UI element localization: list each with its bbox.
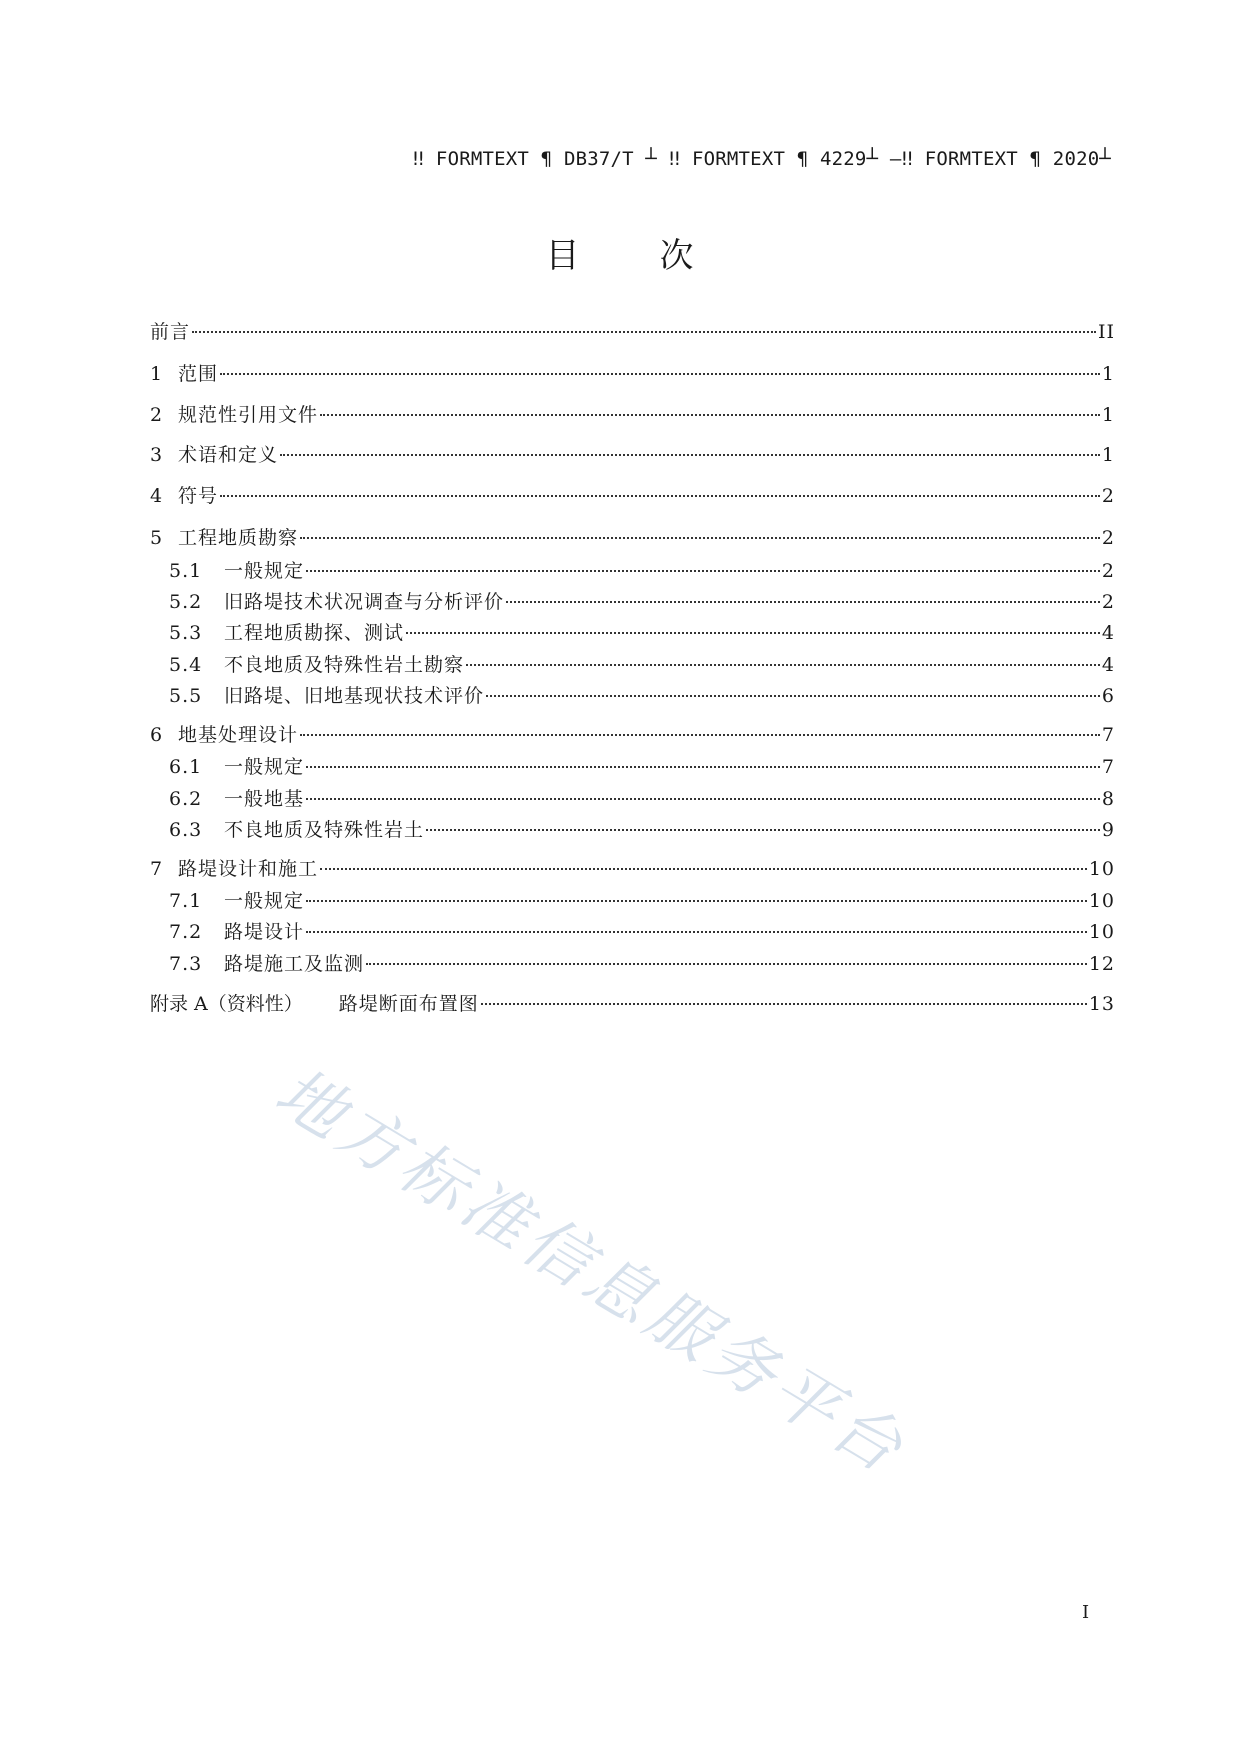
toc-entry-5-5[interactable] [169, 684, 1115, 708]
toc-entry-title: 路堤设计 [224, 921, 305, 943]
page-number: I [1082, 1602, 1090, 1623]
toc-entry-page: 1 [1101, 404, 1115, 426]
toc-leader-dots [506, 601, 1100, 603]
toc-entry-title: 不良地质及特殊性岩土 [224, 819, 425, 841]
toc-leader-dots [320, 414, 1100, 416]
toc-leader-dots [481, 1003, 1087, 1005]
toc-entry-number: 7.3 [169, 953, 203, 975]
toc-entry-number: 5.1 [169, 560, 203, 582]
toc-entry-number: 3 [150, 444, 163, 466]
toc-entry-number: 7.1 [169, 890, 203, 912]
toc-entry-number: 7.2 [169, 921, 203, 943]
toc-entry-number: 1 [150, 363, 163, 385]
toc-entry-title: 一般规定 [224, 890, 305, 912]
toc-entry-6[interactable] [150, 723, 1115, 747]
toc-leader-dots [306, 900, 1087, 902]
toc-entry-page: 12 [1088, 953, 1115, 975]
toc-leader-dots [192, 331, 1096, 333]
toc-entry-page: 7 [1101, 756, 1115, 778]
toc-entry-page: 10 [1088, 890, 1115, 912]
toc-entry-page: 6 [1101, 685, 1115, 707]
toc-entry-page: 2 [1101, 527, 1115, 549]
toc-entry-6-3[interactable] [169, 818, 1115, 842]
toc-entry-page: 7 [1101, 724, 1115, 746]
toc-entry-7-3[interactable] [169, 952, 1115, 976]
toc-entry-number: 5.5 [169, 685, 203, 707]
toc-entry-title: 范围 [178, 363, 219, 385]
toc-entry-page: 8 [1101, 788, 1115, 810]
toc-leader-dots [306, 798, 1100, 800]
toc-entry-page: 10 [1088, 921, 1115, 943]
toc-leader-dots [406, 632, 1100, 634]
toc-entry-title: 术语和定义 [178, 444, 279, 466]
title-char-1: 目 [545, 235, 582, 276]
toc-entry-6-1[interactable] [169, 755, 1115, 779]
toc-entry-title: 路堤设计和施工 [178, 858, 319, 880]
toc-entry-6-2[interactable] [169, 787, 1115, 811]
toc-entry-foreword[interactable] [150, 320, 1115, 344]
toc-leader-dots [300, 537, 1100, 539]
toc-entry-title: 不良地质及特殊性岩土勘察 [224, 654, 465, 676]
toc-leader-dots [320, 868, 1087, 870]
toc-entry-5-4[interactable] [169, 653, 1115, 677]
toc-entry-title: 工程地质勘探、测试 [224, 622, 405, 644]
toc-entry-2[interactable] [150, 403, 1115, 427]
title-char-2: 次 [659, 235, 696, 276]
toc-entry-page: 2 [1101, 591, 1115, 613]
toc-entry-7[interactable] [150, 857, 1115, 881]
toc-entry-title: 一般地基 [224, 788, 305, 810]
toc-entry-title: 工程地质勘察 [178, 527, 299, 549]
toc-entry-title: 路堤施工及监测 [224, 953, 365, 975]
toc-leader-dots [306, 766, 1100, 768]
toc-entry-annex-a[interactable] [150, 992, 1115, 1016]
toc-entry-5-1[interactable] [169, 559, 1115, 583]
toc-entry-number: 6 [150, 724, 163, 746]
toc-entry-title: 一般规定 [224, 756, 305, 778]
toc-leader-dots [220, 373, 1100, 375]
toc-entry-number: 4 [150, 485, 163, 507]
toc-leader-dots [306, 931, 1087, 933]
toc-entry-page: 4 [1101, 654, 1115, 676]
toc-entry-title: 地基处理设计 [178, 724, 299, 746]
toc-leader-dots [486, 695, 1100, 697]
toc-leader-dots [280, 454, 1100, 456]
toc-leader-dots [366, 963, 1087, 965]
toc-entry-number: 6.3 [169, 819, 203, 841]
toc-leader-dots [426, 829, 1100, 831]
toc-leader-dots [466, 664, 1100, 666]
toc-entry-title: 符号 [178, 485, 219, 507]
toc-entry-1[interactable] [150, 362, 1115, 386]
toc-entry-page: 9 [1101, 819, 1115, 841]
toc-entry-3[interactable] [150, 443, 1115, 467]
toc-entry-page: 1 [1101, 444, 1115, 466]
toc-entry-5-2[interactable] [169, 590, 1115, 614]
toc-entry-page: 13 [1088, 993, 1115, 1015]
toc-entry-title: 规范性引用文件 [178, 404, 319, 426]
toc-entry-title: 前言 [150, 321, 191, 343]
toc-entry-7-1[interactable] [169, 889, 1115, 913]
watermark-text: 地方标准信息服务平台 [262, 1052, 920, 1490]
toc-entry-5[interactable] [150, 526, 1115, 550]
document-code-header: ‼ FORMTEXT ¶ DB37/T ┴ ‼ FORMTEXT ¶ 4229┴ —‼ FORMTEXT ¶ 2020┴ [412, 148, 1111, 170]
toc-leader-dots [300, 734, 1100, 736]
toc-entry-number: 5.2 [169, 591, 203, 613]
toc-entry-7-2[interactable] [169, 920, 1115, 944]
toc-entry-title: 路堤断面布置图 [338, 993, 479, 1015]
toc-entry-page: 10 [1088, 858, 1115, 880]
toc-entry-title: 旧路堤技术状况调查与分析评价 [224, 591, 505, 613]
toc-entry-title: 一般规定 [224, 560, 305, 582]
toc-entry-title: 旧路堤、旧地基现状技术评价 [224, 685, 485, 707]
toc-entry-number: 2 [150, 404, 163, 426]
toc-entry-5-3[interactable] [169, 621, 1115, 645]
toc-entry-page: 1 [1101, 363, 1115, 385]
toc-entry-number: 6.2 [169, 788, 203, 810]
toc-entry-number: 7 [150, 858, 163, 880]
toc-entry-page: 2 [1101, 485, 1115, 507]
toc-entry-number: 6.1 [169, 756, 203, 778]
toc-entry-4[interactable] [150, 484, 1115, 508]
toc-leader-dots [306, 570, 1100, 572]
toc-entry-number: 附录 A（资料性） [150, 993, 303, 1015]
toc-entry-number: 5.4 [169, 654, 203, 676]
toc-entry-page: II [1097, 321, 1115, 343]
toc-leader-dots [220, 495, 1100, 497]
toc-entry-page: 4 [1101, 622, 1115, 644]
toc-entry-number: 5 [150, 527, 163, 549]
toc-entry-page: 2 [1101, 560, 1115, 582]
toc-entry-number: 5.3 [169, 622, 203, 644]
